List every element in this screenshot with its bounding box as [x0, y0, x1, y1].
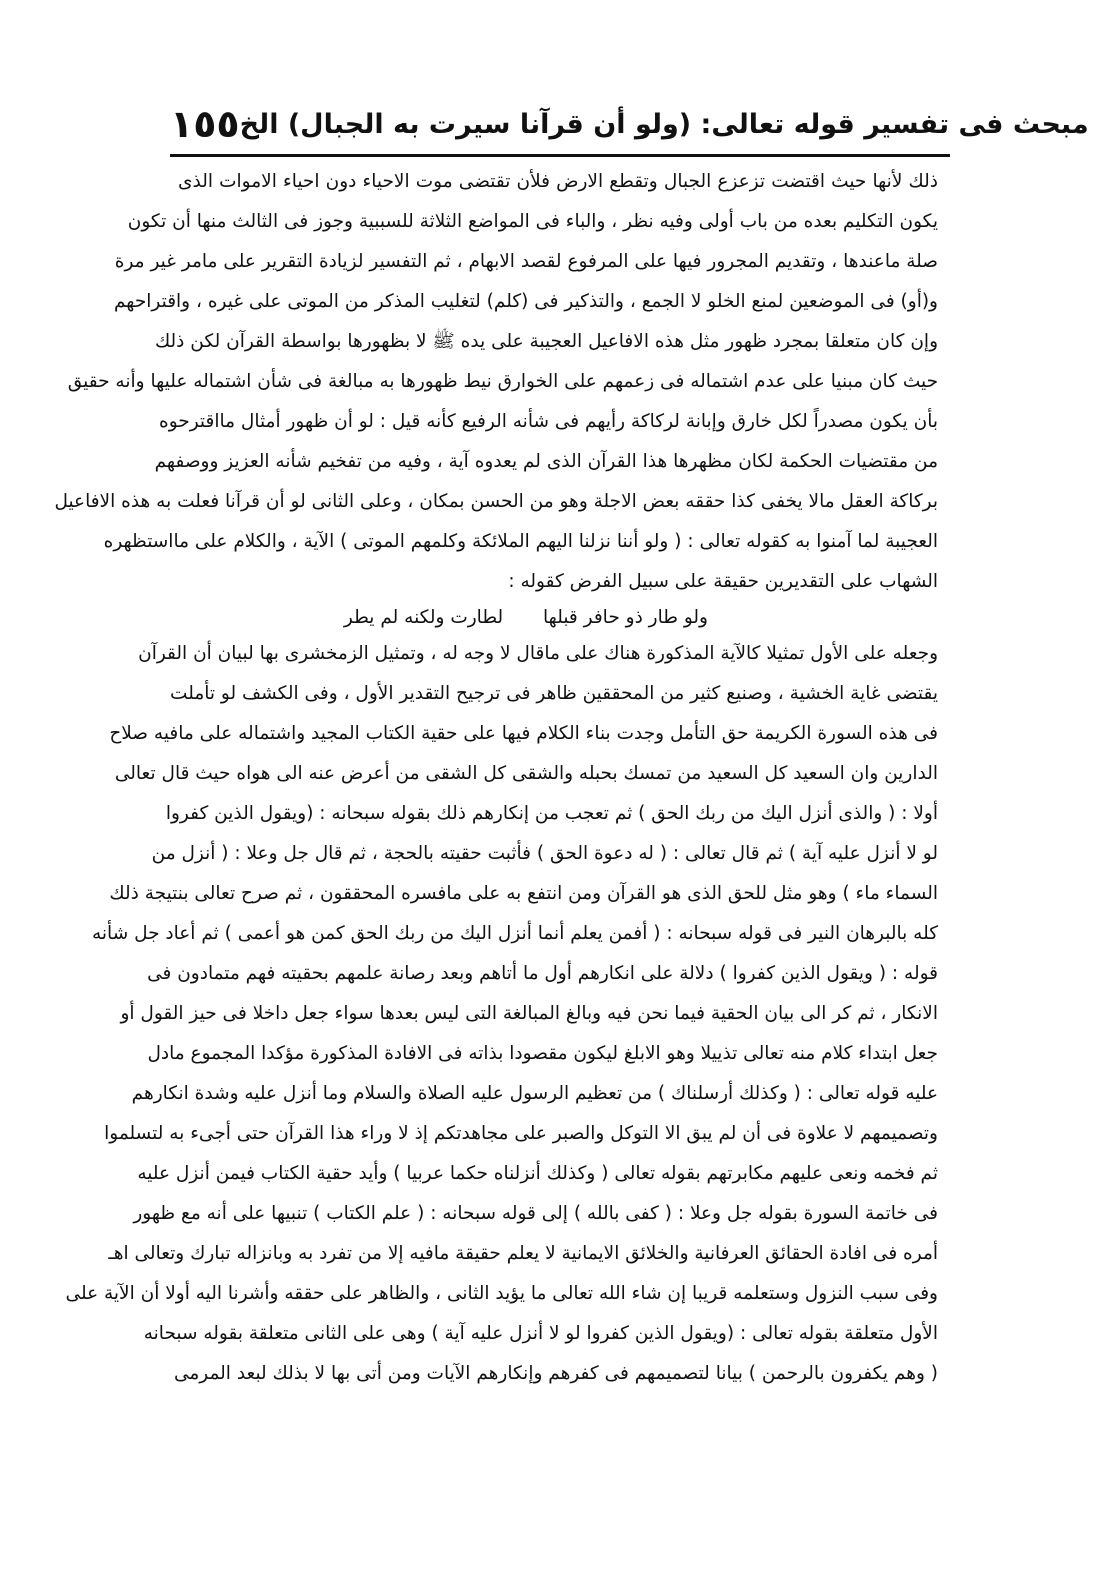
- text-line: فى هذه السورة الكريمة حق التأمل وجدت بناء الكلام فيها على حقية الكتاب المجيد واشتماله على مافيه صلاح: [109, 723, 938, 744]
- text-line: الانكار ، ثم كر الى بيان الحقية فيما نحن فيه وبالغ المبالغة التى ليس بعدها سواء جعل داخلا فى حيز القول أو: [120, 1003, 938, 1024]
- text-line: الدارين وان السعيد كل السعيد من تمسك بحبله والشقى كل الشقى من أعرض عنه الى هواه حيث قال تعالى: [114, 763, 938, 784]
- text-line: جعل ابتداء كلام منه تعالى تذييلا وهو الابلغ ليكون مقصودا بذاته فى الافادة المذكورة مؤكدا المجموع مادل: [147, 1043, 938, 1064]
- body-text: [54, 162, 938, 1394]
- text-line: بركاكة العقل مالا يخفى كذا حققه بعض الاجلة وهو من الحسن بمكان ، وعلى الثانى لو أن قرآنا فعلت به هذه الافاعيل: [54, 491, 938, 512]
- text-line: يكون التكليم بعده من باب أولى وفيه نظر ، والباء فى المواضع الثلاثة للسببية وجوز فى الثالث منها أن تكون: [127, 211, 938, 232]
- text-line: أولا : ( والذى أنزل اليك من ربك الحق ) ثم تعجب من إنكارهم ذلك بقوله سبحانه : (ويقول الذين كفروا: [165, 803, 938, 824]
- header-rule: [170, 154, 950, 157]
- text-line: من مقتضيات الحكمة لكان مظهرها هذا القرآن الذى لم يعدوه آية ، وفيه من تفخيم شأنه العزيز ووصفهم: [154, 451, 938, 472]
- text-line: صلة ماعندها ، وتقديم المجرور فيها على المرفوع لقصد الابهام ، ثم التفسير لزيادة التقرير على مامر غير مرة: [114, 251, 938, 272]
- text-line: أمره فى افادة الحقائق العرفانية والخلائق الايمانية لا يعلم حقيقة مافيه إلا من تفرد به وبانزاله تبارك وتعالى اهـ: [108, 1243, 938, 1264]
- text-line: ( وهم يكفرون بالرحمن ) بيانا لتصميمهم فى كفرهم وإنكارهم الآيات ومن أتى بها لا بذلك لبعد المرمى: [173, 1363, 938, 1384]
- text-line: و(أو) فى الموضعين لمنع الخلو لا الجمع ، والتذكير فى (كلم) لتغليب المذكر من الموتى على غيره ، واقتراحهم: [113, 291, 938, 312]
- text-line: فى خاتمة السورة بقوله جل وعلا : ( كفى بالله ) إلى قوله سبحانه : ( علم الكتاب ) تنبيها على أنه مع ظهور: [133, 1203, 938, 1224]
- page-header: [170, 96, 1089, 152]
- text-line: لو لا أنزل عليه آية ) ثم قال تعالى : ( له دعوة الحق ) فأثبت حقيته بالحجة ، ثم قال جل وعلا : ( أنزل من: [151, 843, 938, 864]
- text-line: وإن كان متعلقا بمجرد ظهور مثل هذه الافاعيل العجيبة على يده ﷺ لا بظهورها بواسطة القرآن لكن ذلك: [154, 331, 938, 352]
- text-line: الأول متعلقة بقوله تعالى : (ويقول الذين كفروا لو لا أنزل عليه آية ) وهى على الثانى متعلقة بقوله سبحانه: [143, 1323, 938, 1344]
- text-line: ثم فخمه ونعى عليهم مكابرتهم بقوله تعالى ( وكذلك أنزلناه حكما عربيا ) وأيد حقية الكتاب فيمن أنزل عليه: [137, 1163, 938, 1184]
- text-line: بأن يكون مصدراً لكل خارق وإبانة لركاكة رأيهم فى شأنه الرفيع كأنه قيل : لو أن ظهور أمثال مااقترحوه: [159, 411, 938, 432]
- poetry-verse: [178, 602, 938, 634]
- text-line: الشهاب على التقديرين حقيقة على سبيل الفرض كقوله :: [508, 571, 938, 592]
- running-title: مبحث فى تفسير قوله تعالى: (ولو أن قرآنا سيرت به الجبال) الخ: [239, 108, 1089, 140]
- text-line: وجعله على الأول تمثيلا كالآية المذكورة هناك على ماقال لا وجه له ، وتمثيل الزمخشرى بها لبيان أن القرآن: [138, 643, 938, 664]
- text-line: قوله : ( ويقول الذين كفروا ) دلالة على انكارهم أول ما أتاهم وبعد رصانة علمهم بحقيته فهم متمادون فى: [147, 963, 938, 984]
- text-line: حيث كان مبنيا على عدم اشتماله فى زعمهم على الخوارق نيط ظهورها به مبالغة فى شأن اشتماله عليها وأنه حقيق: [67, 371, 938, 392]
- text-line: يقتضى غاية الخشية ، وصنيع كثير من المحققين ظاهر فى ترجيح التقدير الأول ، وفى الكشف لو تأملت: [170, 683, 938, 704]
- verse-hemistich-1: ولو طار ذو حافر قبلها: [543, 607, 708, 628]
- text-line: ذلك لأنها حيث اقتضت تزعزع الجبال وتقطع الارض فلأن تقتضى موت الاحياء دون احياء الاموات الذى: [178, 171, 938, 192]
- verse-hemistich-2: لطارت ولكنه لم يطر: [343, 607, 504, 628]
- text-line: كله بالبرهان النير فى قوله سبحانه : ( أفمن يعلم أنما أنزل اليك من ربك الحق كمن هو أعمى ) ثم أعاد جل شأنه: [91, 923, 938, 944]
- text-line: وفى سبب النزول وستعلمه قريبا إن شاء الله تعالى ما يؤيد الثانى ، والظاهر على حققه وأشرنا اليه أولا أن الآية على: [65, 1283, 938, 1304]
- text-line: وتصميمهم لا علاوة فى أن لم يبق الا التوكل والصبر على مجاهدتكم إذ لا وراء هذا القرآن حتى أجىء به لتسلموا: [104, 1123, 938, 1144]
- text-line: عليه قوله تعالى : ( وكذلك أرسلناك ) من تعظيم الرسول عليه الصلاة والسلام وما أنزل عليه وشدة انكارهم: [131, 1083, 938, 1104]
- text-line: العجيبة لما آمنوا به كقوله تعالى : ( ولو أننا نزلنا اليهم الملائكة وكلمهم الموتى ) الآية ، والكلام على مااستظهره: [103, 531, 938, 552]
- text-line: السماء ماء ) وهو مثل للحق الذى هو القرآن ومن انتفع به على مافسره المحققون ، ثم صرح تعالى بنتيجة ذلك: [109, 883, 938, 904]
- page-number: ١٥٥: [170, 102, 240, 146]
